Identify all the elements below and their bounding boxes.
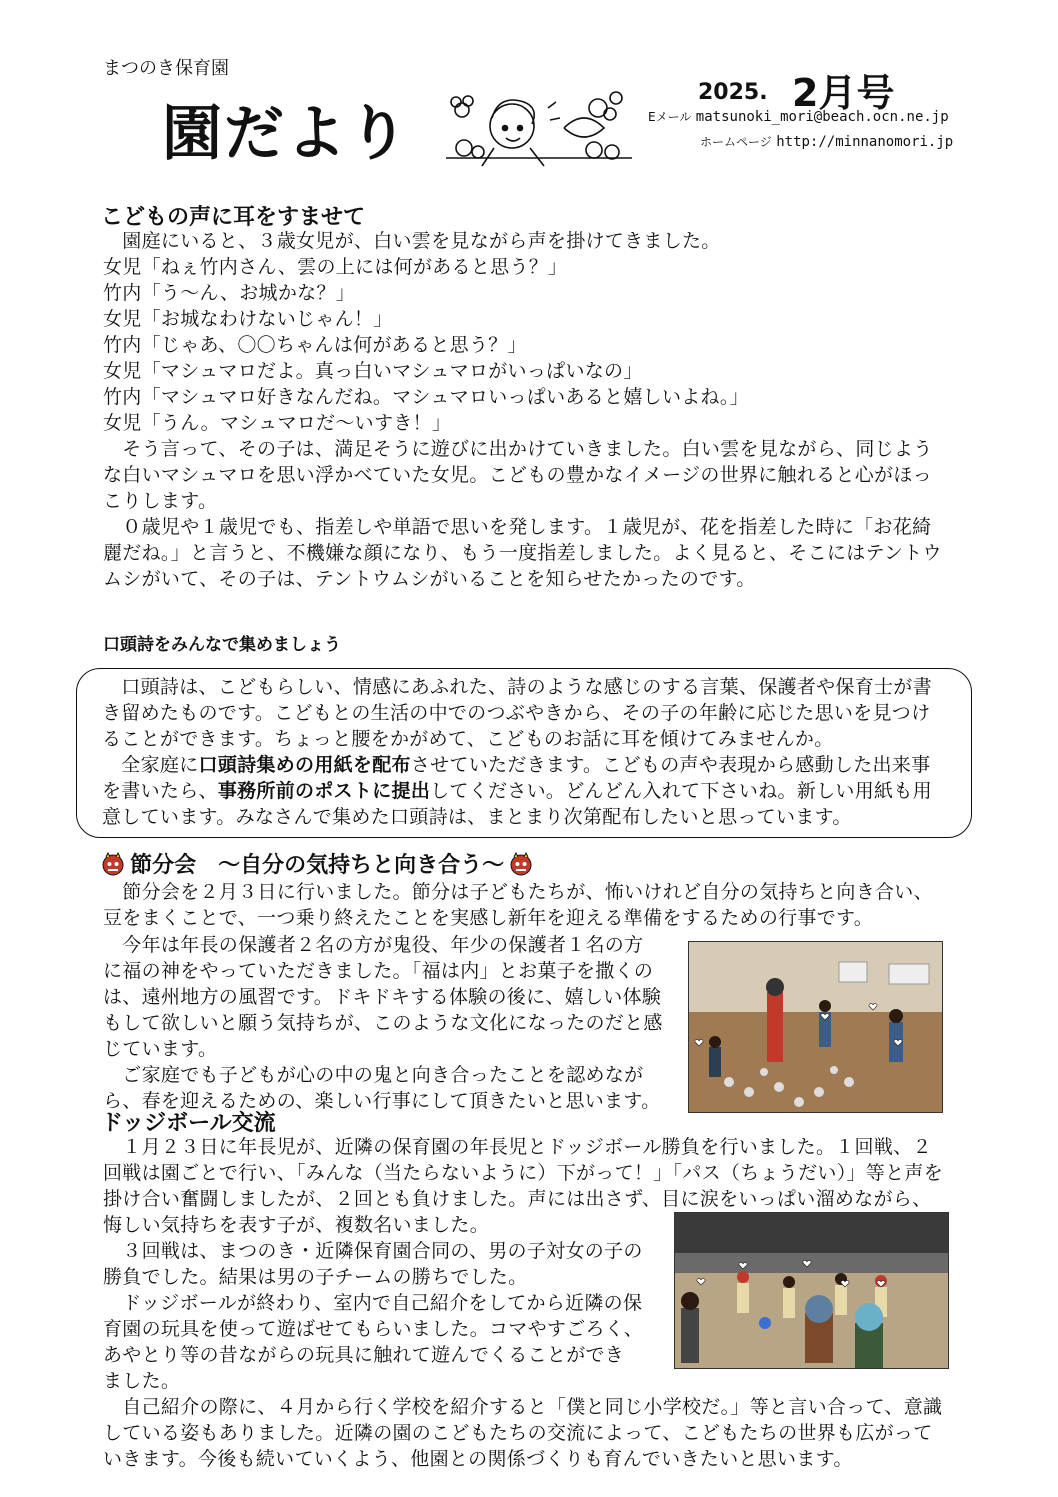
text-line — [102, 752, 962, 778]
homepage-label: ホームページ — [700, 135, 772, 149]
homepage-url[interactable]: http://minnanomori.jp — [776, 134, 954, 150]
text-line: ご家庭でも子どもが心の中の鬼と向き合ったことを認めなが — [103, 1064, 644, 1086]
text-run: 全家庭に — [102, 754, 199, 776]
text-line: 女児「ねぇ竹内さん、雲の上には何があると思う？」 — [103, 256, 568, 278]
setsubun-intro — [103, 879, 963, 931]
section-body-listening — [103, 228, 963, 592]
text-line: あやとり等の昔ながらの玩具に触れて遊んでくることができ — [103, 1344, 625, 1366]
oni-icon — [509, 852, 533, 876]
text-line: き留めたものです。こどもとの生活の中でのつぶやきから、その子の年齢に応じた思いを見つけ — [102, 702, 931, 724]
email-address[interactable]: matsunoki_mori@beach.ocn.ne.jp — [695, 109, 949, 125]
text-run: を書いたら、 — [102, 780, 218, 802]
text-line: 園庭にいると、３歳女児が、白い雲を見ながら声を掛けてきました。 — [103, 230, 721, 252]
text-line: 豆をまくことで、一つ乗り終えたことを実感し新年を迎える準備をするための行事です。 — [103, 907, 874, 929]
text-line: は、遠州地方の風習です。ドキドキする体験の後に、嬉しい体験 — [103, 986, 662, 1008]
text-line: な白いマシュマロを思い浮かべていた女児。こどもの豊かなイメージの世界に触れると心がほっ — [103, 464, 932, 486]
section-title-oral-poetry: 口頭詩をみんなで集めましょう — [103, 635, 341, 655]
emphasis-distribute-form: 口頭詩集めの用紙を配布 — [198, 754, 411, 776]
text-line: ムシがいて、その子は、テントウムシがいることを知らせたかったのです。 — [103, 568, 756, 590]
text-line: 竹内「じゃあ、〇〇ちゃんは何があると思う？」 — [103, 334, 527, 356]
text-line: ３回戦は、まつのき・近隣保育園合同の、男の子対女の子の — [103, 1240, 643, 1262]
text-line: ら、春を迎えるための、楽しい行事にして頂きたいと思います。 — [103, 1090, 661, 1112]
text-line: 節分会を２月３日に行いました。節分は子どもたちが、怖いけれど自分の気持ちと向き合い、 — [103, 881, 933, 903]
text-run: してください。どんどん入れて下さいね。新しい用紙も用 — [430, 780, 932, 802]
section-title-dodgeball: ドッジボール交流 — [101, 1111, 276, 1136]
dodgeball-closing — [103, 1394, 963, 1472]
org-name: まつのき保育園 — [103, 58, 229, 79]
header-illustration — [444, 88, 634, 168]
setsubun-photo — [688, 941, 943, 1113]
dodgeball-body — [103, 1238, 663, 1394]
homepage-line — [700, 133, 953, 150]
text-run: させていただきます。こどもの声や表現から感動した出来事 — [410, 754, 931, 776]
text-line: ました。 — [103, 1370, 181, 1392]
text-line: １月２３日に年長児が、近隣の保育園の年長児とドッジボール勝負を行いました。１回戦、２ — [103, 1136, 932, 1158]
text-line: 竹内「う〜ん、お城かな？」 — [103, 282, 356, 304]
text-line: じています。 — [103, 1038, 218, 1060]
text-line: そう言って、その子は、満足そうに遊びに出かけていきました。白い雲を見ながら、同じよう — [103, 438, 933, 460]
text-line: 育園の玩具を使って遊ばせてもらいました。コマやすごろく、 — [103, 1318, 644, 1340]
section-title-setsubun-row — [101, 848, 533, 879]
text-line: 悔しい気持ちを表す子が、複数名いました。 — [103, 1214, 490, 1236]
text-line: 口頭詩は、こどもらしい、情感にあふれた、詩のような感じのする言葉、保護者や保育士が書 — [102, 676, 932, 698]
text-line: 女児「お城なわけないじゃん！」 — [103, 308, 393, 330]
dodgeball-photo — [674, 1212, 949, 1369]
text-line: 勝負でした。結果は男の子チームの勝ちでした。 — [103, 1266, 528, 1288]
issue-month: 2月号 — [792, 71, 895, 115]
text-line: 自己紹介の際に、４月から行く学校を紹介すると「僕と同じ小学校だ。」等と言い合って、意識 — [103, 1396, 943, 1418]
newsletter-title: 園だより — [162, 99, 410, 169]
text-line: もして欲しいと願う気持ちが、このような文化になったのだと感 — [103, 1012, 663, 1034]
text-line: に福の神をやっていただきました。「福は内」とお菓子を撒くの — [103, 960, 654, 982]
text-line: 竹内「マシュマロ好きなんだね。マシュマロいっぱいあると嬉しいよね。」 — [103, 386, 749, 408]
setsubun-body — [103, 932, 683, 1114]
text-line: ることができます。ちょっと腰をかがめて、こどものお話に耳を傾けてみませんか。 — [102, 728, 834, 750]
section-title-setsubun: 節分会 ～自分の気持ちと向き合う～ — [130, 853, 505, 878]
issue-year: 2025. — [698, 80, 768, 105]
text-line: 掛け合い奮闘しましたが、２回とも負けました。声には出さず、目に涙をいっぱい溜めながら、 — [103, 1188, 932, 1210]
text-line: 回戦は園ごとで行い、「みんな（当たらないように）下がって！」「パス（ちょうだい）」等と声を — [103, 1162, 944, 1184]
oral-poetry-body — [102, 674, 962, 830]
text-line: こりします。 — [103, 490, 218, 512]
email-line — [648, 108, 949, 125]
text-line: いきます。今後も続いていくよう、他園との関係づくりも育んでいきたいと思います。 — [103, 1448, 853, 1470]
text-line: ドッジボールが終わり、室内で自己紹介をしてから近隣の保 — [103, 1292, 643, 1314]
section-title-listening: こどもの声に耳をすませて — [101, 205, 366, 230]
oni-icon — [101, 852, 125, 876]
text-line: ０歳児や１歳児でも、指差しや単語で思いを発します。１歳児が、花を指差した時に「お花綺 — [103, 516, 932, 538]
email-label: Eメール — [648, 110, 692, 124]
text-line: 女児「マシュマロだよ。真っ白いマシュマロがいっぱいなの」 — [103, 360, 643, 382]
text-line: 麗だね。」と言うと、不機嫌な顔になり、もう一度指差しました。よく見ると、そこにはテントウ — [103, 542, 942, 564]
emphasis-submit-post: 事務所前のポストに提出 — [217, 780, 431, 802]
text-line: 女児「うん。マシュマロだ〜いすき！」 — [103, 412, 452, 434]
text-line: 今年は年長の保護者２名の方が鬼役、年少の保護者１名の方 — [103, 934, 644, 956]
text-line: している姿もありました。近隣の園のこどもたちの交流によって、こどもたちの世界も広がって — [103, 1422, 933, 1444]
text-line — [102, 778, 962, 804]
text-line: 意しています。みなさんで集めた口頭詩は、まとまり次第配布したいと思っています。 — [102, 806, 852, 828]
